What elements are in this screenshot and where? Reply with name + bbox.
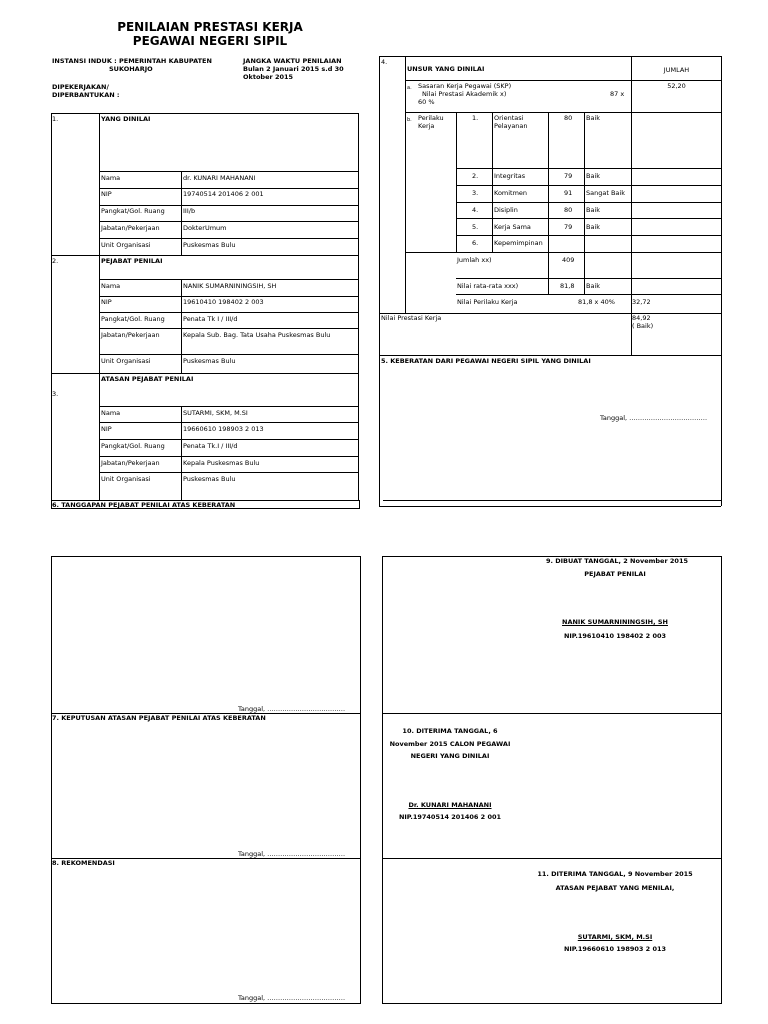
instansi-label: INSTANSI INDUK : PEMERINTAH KABUPATEN	[52, 57, 212, 65]
perilaku-label-1: Perilaku	[418, 114, 444, 122]
item-1-name-2: Pelayanan	[494, 122, 528, 130]
section10-line1: 10. DITERIMA TANGGAL, 6	[402, 727, 498, 735]
item-2-score: 79	[564, 172, 573, 180]
skp-total: 52,20	[667, 82, 686, 90]
section11-line2: ATASAN PEJABAT YANG MENILAI,	[555, 884, 675, 892]
section8-title: 8. REKOMENDASI	[52, 859, 115, 867]
item-2-name: Integritas	[494, 172, 526, 180]
item-1-name: Orientasi	[494, 114, 524, 122]
prestasi-total: 84,92	[632, 314, 651, 322]
instansi-value: SUKOHARJO	[109, 65, 153, 73]
skp-line-1: Sasaran Kerja Pegawai (SKP)	[418, 82, 512, 90]
s3-jabatan-value: Kepala Puskesmas Bulu	[183, 459, 260, 467]
prestasi-grade: ( Baik)	[632, 322, 654, 330]
section3-num: 3.	[52, 390, 59, 398]
item-1-grade: Baik	[586, 114, 601, 122]
s2-nama-value: NANIK SUMARNININGSIH, SH	[183, 282, 277, 290]
item-2-num: 2.	[472, 172, 479, 180]
item-3-score: 91	[564, 189, 573, 197]
diperbantukan-label: DIPERBANTUKAN :	[52, 91, 120, 99]
section2-title: PEJABAT PENILAI	[101, 257, 163, 265]
item-5-score: 79	[564, 223, 573, 231]
s2-unit-label: Unit Organisasi	[101, 357, 151, 365]
section2-num: 2.	[52, 257, 59, 265]
item-4-num: 4.	[472, 206, 479, 214]
section1-num: 1.	[52, 115, 59, 123]
s3-nama-label: Nama	[101, 409, 121, 417]
perilaku-calc: 81,8 x 40%	[578, 298, 615, 306]
item-2-grade: Baik	[586, 172, 601, 180]
section4-num: 4.	[381, 58, 388, 66]
section10-line2: November 2015 CALON PEGAWAI	[389, 740, 511, 748]
s3-nip-value: 19660610 198903 2 013	[183, 425, 264, 433]
jumlah-label: Jumlah xx)	[457, 256, 492, 264]
s1-pangkat-value: III/b	[183, 207, 196, 215]
item-5-num: 5.	[472, 223, 479, 231]
s2-jabatan-label: Jabatan/Pekerjaan	[101, 331, 160, 339]
section7-title: 7. KEPUTUSAN ATASAN PEJABAT PENILAI ATAS KEBERATAN	[52, 714, 266, 722]
section10-line3: NEGERI YANG DINILAI	[410, 752, 490, 760]
prestasi-label: Nilai Prestasi Kerja	[381, 314, 442, 322]
s1-pangkat-label: Pangkat/Gol. Ruang	[101, 207, 165, 215]
item-5-name: Kerja Sama	[494, 223, 531, 231]
section7-tanggal: Tanggal, ………………………………	[238, 850, 346, 858]
unsur-header: UNSUR YANG DINILAI	[407, 65, 485, 73]
item-6-num: 6.	[472, 239, 479, 247]
item-3-grade: Sangat Baik	[586, 189, 625, 197]
section9-nip: NIP.19610410 198402 2 003	[563, 632, 667, 640]
section11-name: SUTARMI, SKM, M.SI	[577, 933, 653, 941]
perilaku-total-label: Nilai Perilaku Kerja	[457, 298, 518, 306]
s2-nama-label: Nama	[101, 282, 121, 290]
title-line-1: PENILAIAN PRESTASI KERJA	[117, 20, 303, 34]
item-4-name: Disiplin	[494, 206, 518, 214]
item-5-grade: Baik	[586, 223, 601, 231]
section6-title: 6. TANGGAPAN PEJABAT PENILAI ATAS KEBERATAN	[52, 501, 236, 509]
rata-label: Nilai rata-rata xxx)	[457, 282, 519, 290]
b-label: b.	[407, 117, 412, 123]
s1-jabatan-value: DokterUmum	[183, 224, 227, 232]
s2-pangkat-label: Pangkat/Gol. Ruang	[101, 315, 165, 323]
page-title	[110, 20, 310, 48]
skp-line-2: Nilai Prestasi Akademik x)	[422, 90, 507, 98]
section5-tanggal: Tanggal, ………………………………	[600, 414, 708, 422]
item-6-name: Kepemimpinan	[494, 239, 543, 247]
s1-unit-value: Puskesmas Bulu	[183, 241, 236, 249]
section10-name: Dr. KUNARI MAHANANI	[408, 801, 492, 809]
jangka-waktu-1: JANGKA WAKTU PENILAIAN	[243, 57, 342, 65]
s3-jabatan-label: Jabatan/Pekerjaan	[101, 459, 160, 467]
section1-title: YANG DINILAI	[101, 115, 151, 123]
s1-unit-label: Unit Organisasi	[101, 241, 151, 249]
s3-pangkat-value: Penata Tk.I / III/d	[183, 442, 238, 450]
section9-line1: 9. DIBUAT TANGGAL, 2 November 2015	[545, 557, 688, 565]
dipekerjakan-label: DIPEKERJAKAN/	[52, 83, 109, 91]
item-4-grade: Baik	[586, 206, 601, 214]
skp-score: 87 x	[610, 90, 625, 98]
bottom-left-box	[51, 556, 361, 1004]
section11-nip: NIP.19660610 198903 2 013	[563, 945, 667, 953]
item-1-score: 80	[564, 114, 573, 122]
s3-nama-value: SUTARMI, SKM, M.SI	[183, 409, 248, 417]
s1-nama-value: dr. KUNARI MAHANANI	[183, 174, 256, 182]
item-3-num: 3.	[472, 189, 479, 197]
s2-pangkat-value: Penata Tk I / III/d	[183, 315, 238, 323]
rata-grade: Baik	[586, 282, 601, 290]
s2-nip-value: 19610410 198402 2 003	[183, 298, 264, 306]
title-line-2: PEGAWAI NEGERI SIPIL	[132, 34, 288, 48]
s1-nama-label: Nama	[101, 174, 121, 182]
section11-line1: 11. DITERIMA TANGGAL, 9 November 2015	[537, 870, 693, 878]
section8-tanggal: Tanggal, ………………………………	[238, 994, 346, 1002]
item-4-score: 80	[564, 206, 573, 214]
s2-jabatan-value: Kepala Sub. Bag. Tata Usaha Puskesmas Bulu	[183, 331, 331, 339]
section9-name: NANIK SUMARNININGSIH, SH	[562, 618, 668, 626]
perilaku-label-2: Kerja	[418, 122, 435, 130]
s1-jabatan-label: Jabatan/Pekerjaan	[101, 224, 160, 232]
jangka-waktu-2: Bulan 2 Januari 2015 s.d 30	[243, 65, 344, 73]
skp-line-3: 60 %	[418, 98, 435, 106]
section9-line2: PEJABAT PENILAI	[584, 570, 646, 578]
section10-nip: NIP.19740514 201406 2 001	[398, 813, 502, 821]
s3-pangkat-label: Pangkat/Gol. Ruang	[101, 442, 165, 450]
s2-nip-label: NIP	[101, 298, 112, 306]
perilaku-total: 32,72	[632, 298, 651, 306]
section3-title: ATASAN PEJABAT PENILAI	[101, 375, 194, 383]
item-3-name: Komitmen	[494, 189, 528, 197]
s3-unit-value: Puskesmas Bulu	[183, 475, 236, 483]
s3-unit-label: Unit Organisasi	[101, 475, 151, 483]
rata-value: 81,8	[560, 282, 575, 290]
jumlah-header: JUMLAH	[663, 66, 690, 74]
s2-unit-value: Puskesmas Bulu	[183, 357, 236, 365]
section6-tanggal: Tanggal, ………………………………	[238, 705, 346, 713]
s1-nip-label: NIP	[101, 190, 112, 198]
a-label: a.	[407, 85, 412, 91]
s1-nip-value: 19740514 201406 2 001	[183, 190, 264, 198]
jumlah-value: 409	[562, 256, 575, 264]
s3-nip-label: NIP	[101, 425, 112, 433]
item-1-num: 1.	[472, 114, 479, 122]
section5-title: 5. KEBERATAN DARI PEGAWAI NEGERI SIPIL YANG DINILAI	[381, 357, 591, 365]
jangka-waktu-3: Oktober 2015	[243, 73, 294, 81]
